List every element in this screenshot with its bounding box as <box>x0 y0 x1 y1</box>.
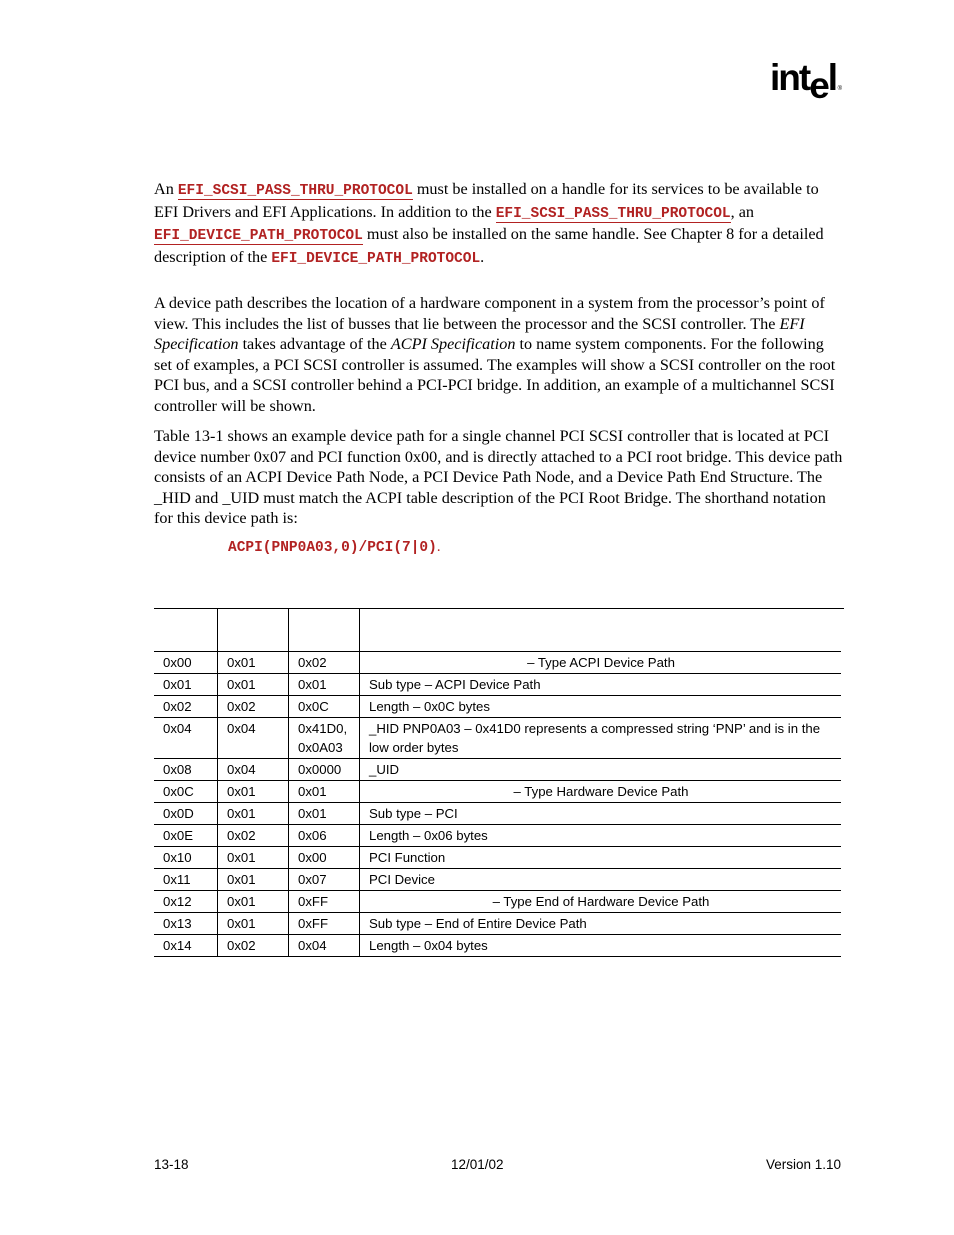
registered-mark: ® <box>837 86 842 92</box>
table-row <box>154 781 841 803</box>
length-cell: 0x04 <box>218 759 289 781</box>
length-cell: 0x02 <box>218 825 289 847</box>
description-cell: Sub type – ACPI Device Path <box>360 674 842 696</box>
offset-cell: 0x13 <box>154 913 218 935</box>
table-row <box>154 696 841 718</box>
value-cell: 0x06 <box>289 825 360 847</box>
shorthand-code: ACPI(PNP0A03,0)/PCI(7|0) <box>228 540 437 556</box>
description-cell: Sub type – PCI <box>360 803 842 825</box>
paragraph-device-path: A device path describes the location of a hardware component in a system from the processor’s point of view. This includes the list of busses that lie between the processor and the SCSI controller. The EFI Specification takes advantage of the ACPI Specification to name system components. For the following set of examples, a PCI SCSI controller is assumed. The examples will show a SCSI controller on the root PCI bus, and a SCSI controller behind a PCI-PCI bridge. In addition, an example of a multichannel SCSI controller will be shown. <box>154 294 836 415</box>
length-cell: 0x01 <box>218 674 289 696</box>
length-cell: 0x01 <box>218 803 289 825</box>
table-row <box>154 803 841 825</box>
length-cell: 0x01 <box>218 913 289 935</box>
description-cell: Sub type – End of Entire Device Path <box>360 913 842 935</box>
table-row <box>154 847 841 869</box>
offset-cell: 0x12 <box>154 891 218 913</box>
value-cell: 0x0000 <box>289 759 360 781</box>
footer-page-number: 13-18 <box>154 1157 189 1172</box>
header-cell <box>360 609 842 652</box>
offset-cell: 0x01 <box>154 674 218 696</box>
value-cell: 0x04 <box>289 935 360 957</box>
length-cell: 0x01 <box>218 652 289 674</box>
value-cell: 0x01 <box>289 674 360 696</box>
table-row <box>154 718 841 759</box>
length-cell: 0x04 <box>218 718 289 759</box>
device-path-table <box>154 609 841 957</box>
value-cell: 0x07 <box>289 869 360 891</box>
length-cell: 0x01 <box>218 847 289 869</box>
table-row <box>154 935 841 957</box>
table-row <box>154 891 841 913</box>
description-cell: PCI Function <box>360 847 842 869</box>
value-cell: 0x41D0, 0x0A03 <box>289 718 360 759</box>
paragraph-table-intro: Table 13-1 shows an example device path for a single channel PCI SCSI controller that is located at PCI device number 0x07 and PCI function 0x00, and is directly attached to a PCI root bridge. This device path consists of an ACPI Device Path Node, a PCI Device Path Node, and a Device Path End Structure. The _HID and _UID must match the ACPI table description of the PCI Root Bridge. The shorthand notation for this device path is: <box>154 427 843 527</box>
offset-cell: 0x00 <box>154 652 218 674</box>
code-device-path-protocol: EFI_DEVICE_PATH_PROTOCOL <box>271 250 481 267</box>
link-device-path-protocol[interactable]: EFI_DEVICE_PATH_PROTOCOL <box>154 228 363 244</box>
value-cell: 0x01 <box>289 781 360 803</box>
offset-cell: 0x08 <box>154 759 218 781</box>
length-cell: 0x01 <box>218 891 289 913</box>
length-cell: 0x01 <box>218 869 289 891</box>
description-cell: _HID PNP0A03 – 0x41D0 represents a compressed string ‘PNP’ and is in the low order bytes <box>360 718 842 759</box>
italic-acpi-spec: ACPI Specification <box>390 335 516 353</box>
offset-cell: 0x02 <box>154 696 218 718</box>
description-cell: PCI Device <box>360 869 842 891</box>
paragraph-protocol-install: An EFI_SCSI_PASS_THRU_PROTOCOL must be installed on a handle for its services to be available to EFI Drivers and EFI Applications. In addition to the EFI_SCSI_PASS_THRU_PROTOCOL, an EFI_DEVICE_PATH_PROTOCOL must also be installed on the same handle. See Chapter 8 for a detailed description of the EFI_DEVICE_PATH_PROTOCOL. <box>154 180 824 267</box>
intel-logo-wordmark: intel <box>770 57 837 106</box>
table-row <box>154 825 841 847</box>
description-cell: Length – 0x0C bytes <box>360 696 842 718</box>
description-cell: – Type Hardware Device Path <box>360 781 842 803</box>
italic-efi-spec: EFI Specification <box>154 314 805 353</box>
table-row <box>154 652 841 674</box>
footer-version: Version 1.10 <box>765 1157 841 1172</box>
intel-logo <box>770 58 842 104</box>
header-cell <box>154 609 218 652</box>
description-cell: Length – 0x06 bytes <box>360 825 842 847</box>
value-cell: 0xFF <box>289 913 360 935</box>
offset-cell: 0x0C <box>154 781 218 803</box>
description-cell: Length – 0x04 bytes <box>360 935 842 957</box>
offset-cell: 0x0E <box>154 825 218 847</box>
value-cell: 0x02 <box>289 652 360 674</box>
offset-cell: 0x0D <box>154 803 218 825</box>
header-cell <box>289 609 360 652</box>
footer-date: 12/01/02 <box>451 1157 504 1172</box>
table-row <box>154 759 841 781</box>
shorthand-notation: ACPI(PNP0A03,0)/PCI(7|0). <box>228 539 441 556</box>
table-header-row <box>154 609 841 652</box>
value-cell: 0x01 <box>289 803 360 825</box>
offset-cell: 0x14 <box>154 935 218 957</box>
length-cell: 0x01 <box>218 781 289 803</box>
link-scsi-pass-thru-protocol-2[interactable]: EFI_SCSI_PASS_THRU_PROTOCOL <box>495 205 731 222</box>
length-cell: 0x02 <box>218 696 289 718</box>
header-cell <box>218 609 289 652</box>
value-cell: 0x00 <box>289 847 360 869</box>
length-cell: 0x02 <box>218 935 289 957</box>
value-cell: 0x0C <box>289 696 360 718</box>
value-cell: 0xFF <box>289 891 360 913</box>
description-cell: – Type ACPI Device Path <box>360 652 842 674</box>
table-row <box>154 674 841 696</box>
offset-cell: 0x04 <box>154 718 218 759</box>
table-row <box>154 869 841 891</box>
table-row <box>154 913 841 935</box>
offset-cell: 0x11 <box>154 869 218 891</box>
description-cell: _UID <box>360 759 842 781</box>
link-scsi-pass-thru-protocol[interactable]: EFI_SCSI_PASS_THRU_PROTOCOL <box>177 183 413 199</box>
offset-cell: 0x10 <box>154 847 218 869</box>
description-cell: – Type End of Hardware Device Path <box>360 891 842 913</box>
